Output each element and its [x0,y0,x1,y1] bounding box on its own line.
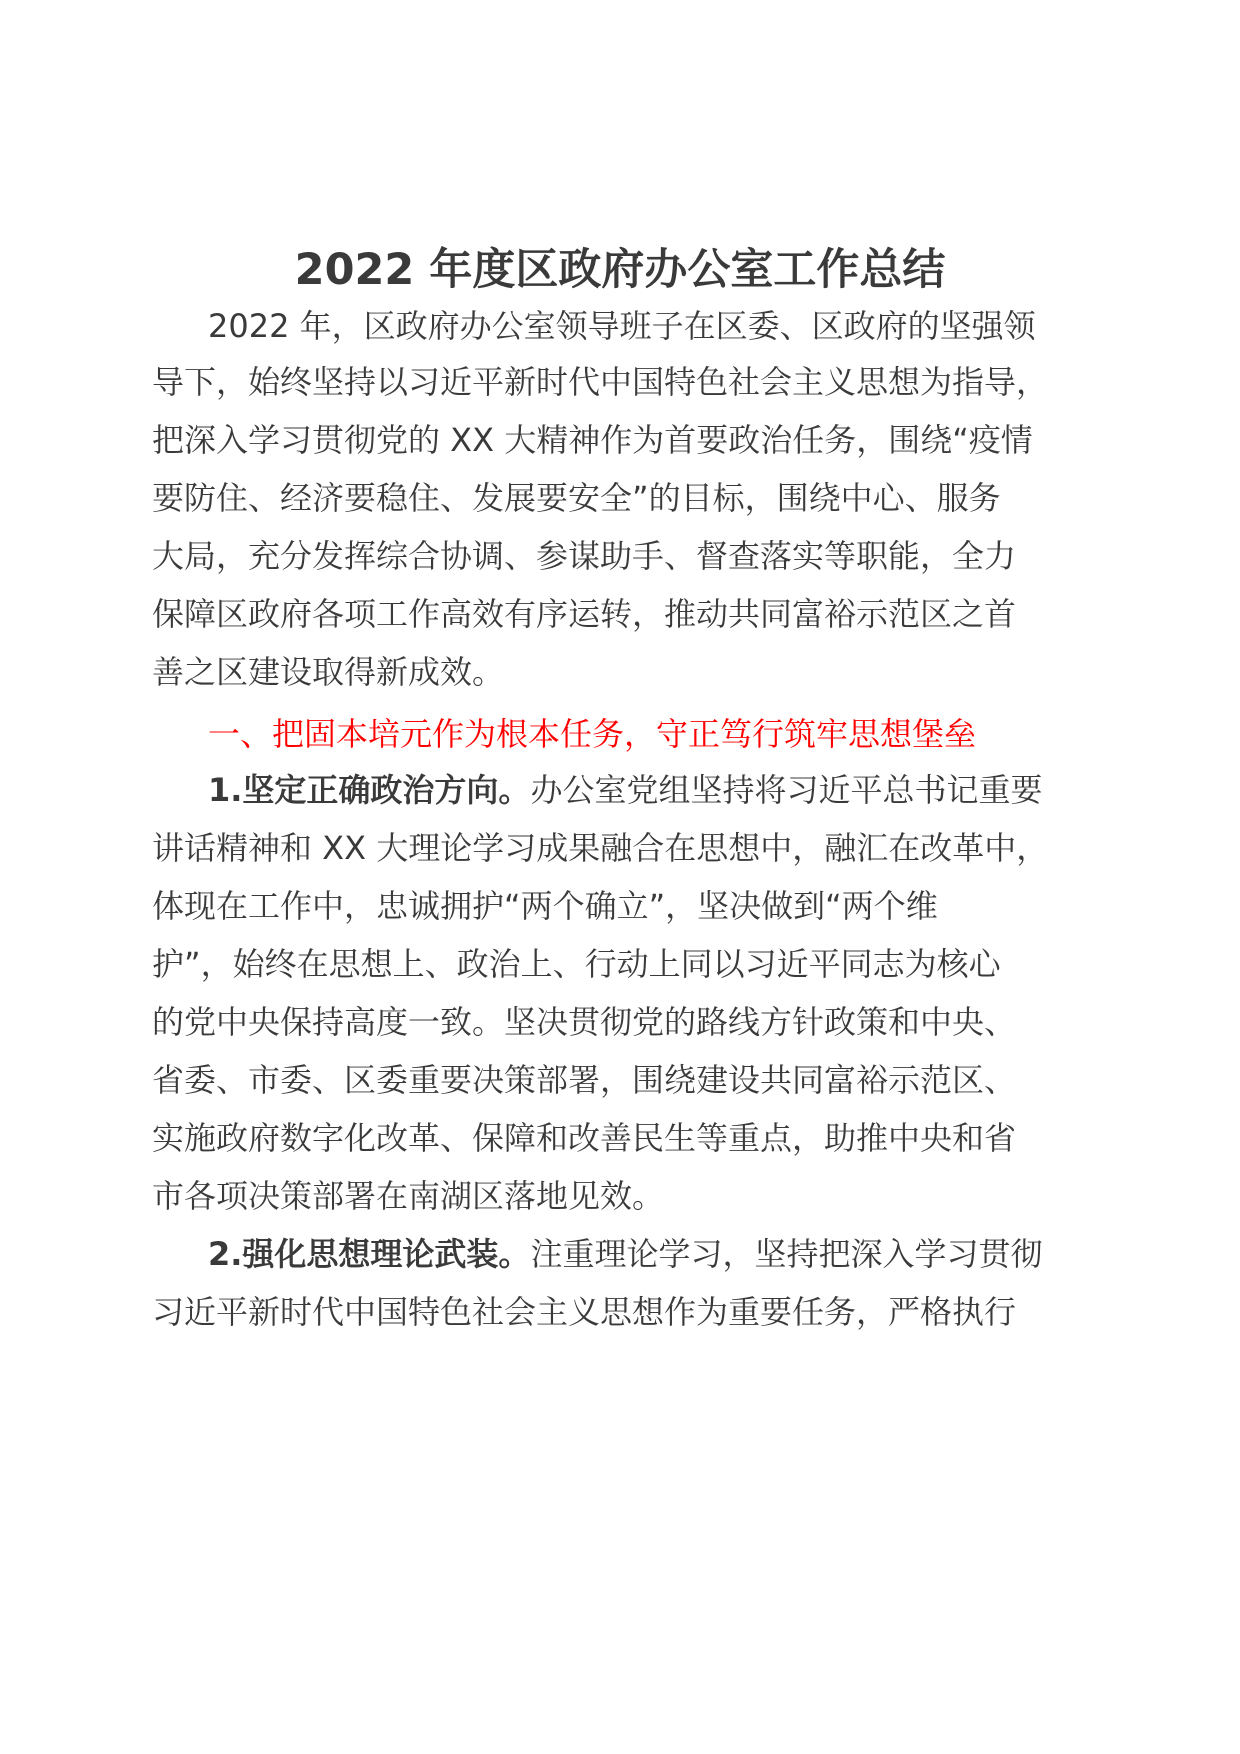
paragraph-line: 要防住、经济要稳住、发展要安全”的目标，围绕中心、服务 [152,479,1001,517]
paragraph-line: 把深入学习贯彻党的 XX 大精神作为首要政治任务，围绕“疫情 [152,421,1033,459]
paragraph-line: 实施政府数字化改革、保障和改善民生等重点，助推中央和省 [152,1119,1017,1157]
paragraph-line: 善之区建设取得新成效。 [152,653,505,691]
item-text: 办公室党组坚持将习近平总书记重要 [530,771,1043,809]
paragraph-line: 导下，始终坚持以习近平新时代中国特色社会主义思想为指导， [152,363,1049,401]
paragraph-line: 体现在工作中，忠诚拥护“两个确立”，坚决做到“两个维 [152,887,938,925]
paragraph-line: 省委、市委、区委重要决策部署，围绕建设共同富裕示范区、 [152,1061,1017,1099]
paragraph-line: 保障区政府各项工作高效有序运转，推动共同富裕示范区之首 [152,595,1017,633]
paragraph-line: 护”，始终在思想上、政治上、行动上同以习近平同志为核心 [152,945,1001,983]
item-first-line [208,1232,1042,1276]
paragraph-line: 大局，充分发挥综合协调、参谋助手、督查落实等职能，全力 [152,537,1017,575]
item-first-line [208,768,1042,812]
paragraph-line: 习近平新时代中国特色社会主义思想作为重要任务，严格执行 [152,1293,1017,1331]
paragraph-line: 2022 年，区政府办公室领导班子在区委、区政府的坚强领 [208,307,1036,345]
paragraph-line: 讲话精神和 XX 大理论学习成果融合在思想中，融汇在改革中， [152,829,1049,867]
item-lead: 1.坚定正确政治方向。 [208,771,531,809]
item-text: 注重理论学习，坚持把深入学习贯彻 [530,1235,1043,1273]
paragraph-line: 市各项决策部署在南湖区落地见效。 [152,1177,665,1215]
document-title: 2022 年度区政府办公室工作总结 [294,245,946,295]
item-lead: 2.强化思想理论武装。 [208,1235,531,1273]
section-heading: 一、把固本培元作为根本任务，守正笃行筑牢思想堡垒 [208,715,977,753]
paragraph-line: 的党中央保持高度一致。坚决贯彻党的路线方针政策和中央、 [152,1003,1017,1041]
